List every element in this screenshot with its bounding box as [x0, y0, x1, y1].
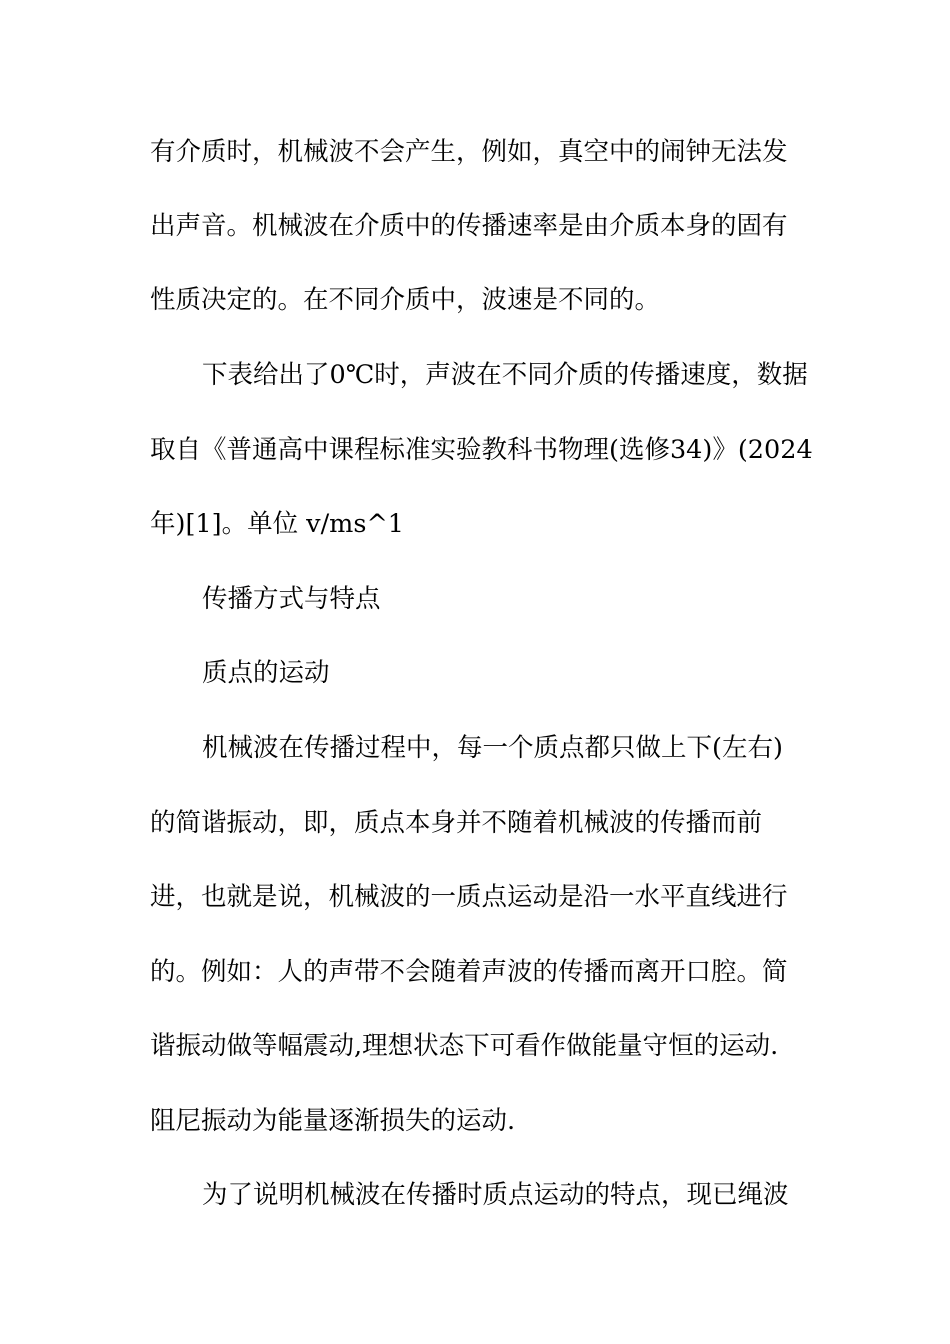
section-heading: 传播方式与特点	[202, 584, 381, 614]
body-text-line: 谐振动做等幅震动,理想状态下可看作做能量守恒的运动.	[150, 1031, 779, 1061]
body-text-line: 的简谐振动，即，质点本身并不随着机械波的传播而前	[150, 808, 763, 838]
body-text-line: 进，也就是说，机械波的一质点运动是沿一水平直线进行	[150, 882, 788, 912]
body-text-line: 性质决定的。在不同介质中，波速是不同的。	[150, 285, 661, 315]
body-text-line: 阻尼振动为能量逐渐损失的运动.	[150, 1106, 516, 1136]
body-text-line: 出声音。机械波在介质中的传播速率是由介质本身的固有	[150, 211, 788, 241]
body-text-line: 为了说明机械波在传播时质点运动的特点，现已绳波	[202, 1180, 789, 1210]
subsection-heading: 质点的运动	[202, 658, 330, 688]
body-text-line: 机械波在传播过程中，每一个质点都只做上下(左右)	[202, 733, 783, 763]
body-text-line: 的。例如：人的声带不会随着声波的传播而离开口腔。简	[150, 957, 788, 987]
body-text-line: 年)[1]。单位 v/ms^1	[150, 509, 405, 539]
body-text-line: 有介质时，机械波不会产生，例如，真空中的闹钟无法发	[150, 137, 788, 167]
body-text-line: 取自《普通高中课程标准实验教科书物理(选修34)》(2024	[150, 435, 813, 465]
body-text-line: 下表给出了0℃时，声波在不同介质的传播速度，数据	[202, 360, 808, 390]
